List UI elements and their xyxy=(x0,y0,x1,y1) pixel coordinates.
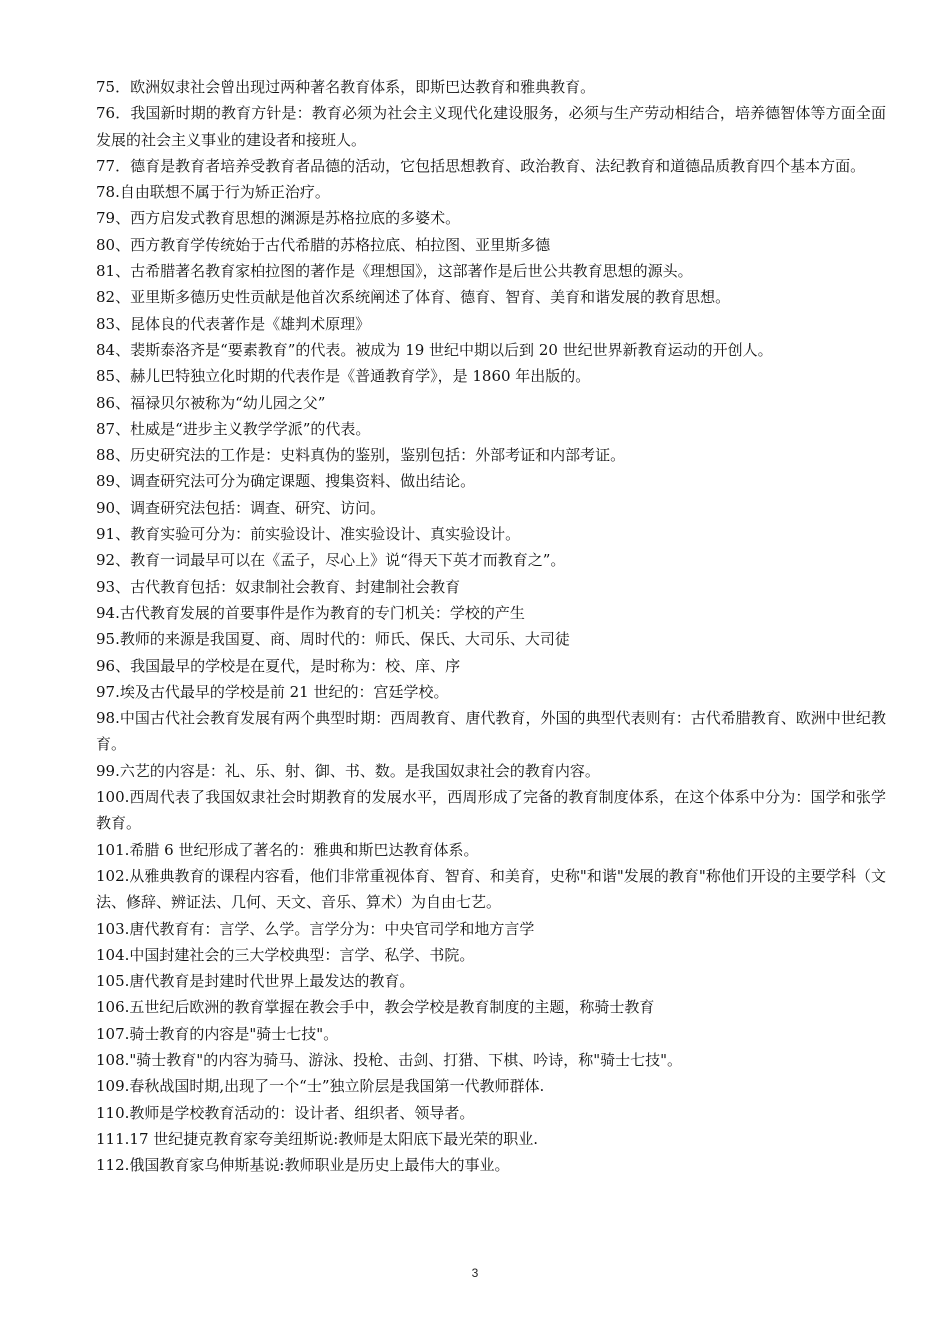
list-item: 90、调查研究法包括：调查、研究、访问。 xyxy=(96,498,386,517)
list-item: 94.古代教育发展的首要事件是作为教育的专门机关：学校的产生 xyxy=(96,603,525,622)
list-item: 86、福禄贝尔被称为“幼儿园之父” xyxy=(96,393,326,412)
list-item: 98.中国古代社会教育发展有两个典型时期：西周教育、唐代教育，外国的典型代表则有：古代希腊教育、欧洲中世纪教育。 xyxy=(96,709,886,754)
list-item: 100.西周代表了我国奴隶社会时期教育的发展水平，西周形成了完备的教育制度体系，在这个体系中分为：国学和张学教育。 xyxy=(96,788,886,833)
list-item: 92、教育一词最早可以在《孟子，尽心上》说“得天下英才而教育之”。 xyxy=(96,551,566,570)
list-item: 106.五世纪后欧洲的教育掌握在教会手中，教会学校是教育制度的主题，称骑士教育 xyxy=(96,998,655,1017)
list-item: 96、我国最早的学校是在夏代，是时称为：校、庠、序 xyxy=(96,656,461,675)
list-item: 108."骑士教育"的内容为骑马、游泳、投枪、击剑、打猎、下棋、吟诗，称"骑士七技"。 xyxy=(96,1050,682,1069)
list-item: 91、教育实验可分为：前实验设计、准实验设计、真实验设计。 xyxy=(96,525,521,544)
list-item: 99.六艺的内容是：礼、乐、射、御、书、数。是我国奴隶社会的教育内容。 xyxy=(96,761,600,780)
list-item: 89、调查研究法可分为确定课题、搜集资料、做出结论。 xyxy=(96,472,476,491)
list-item: 102.从雅典教育的课程内容看，他们非常重视体育、智育、和美育，史称"和谐"发展的教育"称他们开设的主要学科（文法、修辞、辨证法、几何、天文、音乐、算术）为自由七艺。 xyxy=(96,866,886,912)
list-item: 111.17 世纪捷克教育家夸美纽斯说:教师是太阳底下最光荣的职业. xyxy=(96,1129,539,1148)
list-item: 88、历史研究法的工作是：史料真伪的鉴别，鉴别包括：外部考证和内部考证。 xyxy=(96,446,626,465)
list-item: 103.唐代教育有：言学、么学。言学分为：中央官司学和地方言学 xyxy=(96,919,535,938)
list-item: 77．德育是教育者培养受教育者品德的活动，它包括思想教育、政治教育、法纪教育和道德品质教育四个基本方面。 xyxy=(96,156,866,175)
list-item: 76．我国新时期的教育方针是：教育必须为社会主义现代化建设服务，必须与生产劳动相结合，培养德智体等方面全面发展的社会主义事业的建设者和接班人。 xyxy=(96,104,886,149)
list-item: 85、赫儿巴特独立化时期的代表作是《普通教育学》，是 1860 年出版的。 xyxy=(96,367,591,386)
list-item: 83、昆体良的代表著作是《雄判术原理》 xyxy=(96,314,371,333)
list-item: 80、西方教育学传统始于古代希腊的苏格拉底、柏拉图、亚里斯多德 xyxy=(96,235,551,254)
list-item: 78.自由联想不属于行为矫正治疗。 xyxy=(96,183,330,202)
list-item: 109.春秋战国时期,出现了一个“士”独立阶层是我国第一代教师群体. xyxy=(96,1077,545,1096)
document-body xyxy=(96,74,886,1178)
list-item: 81、古希腊著名教育家柏拉图的著作是《理想国》，这部著作是后世公共教育思想的源头。 xyxy=(96,262,693,281)
list-item: 112.俄国教育家乌伸斯基说:教师职业是历史上最伟大的事业。 xyxy=(96,1156,510,1175)
list-item: 82、亚里斯多德历史性贡献是他首次系统阐述了体育、德育、智育、美育和谐发展的教育思想。 xyxy=(96,288,731,307)
list-item: 93、古代教育包括：奴隶制社会教育、封建制社会教育 xyxy=(96,577,461,596)
list-item: 107.骑士教育的内容是"骑士七技"。 xyxy=(96,1024,339,1043)
list-item: 104.中国封建社会的三大学校典型：言学、私学、书院。 xyxy=(96,945,475,964)
list-item: 84、裴斯泰洛齐是“要素教育”的代表。被成为 19 世纪中期以后到 20 世纪世界新教育运动的开创人。 xyxy=(96,340,773,359)
list-item: 87、杜威是“进步主义教学学派”的代表。 xyxy=(96,419,371,438)
list-item: 75．欧洲奴隶社会曾出现过两种著名教育体系，即斯巴达教育和雅典教育。 xyxy=(96,78,596,96)
list-item: 101.希腊 6 世纪形成了著名的：雅典和斯巴达教育体系。 xyxy=(96,840,479,859)
list-item: 97.埃及古代最早的学校是前 21 世纪的：宫廷学校。 xyxy=(96,682,449,701)
list-item: 110.教师是学校教育活动的：设计者、组织者、领导者。 xyxy=(96,1103,475,1122)
list-item: 105.唐代教育是封建时代世界上最发达的教育。 xyxy=(96,972,415,991)
list-item: 95.教师的来源是我国夏、商、周时代的：师氏、保氏、大司乐、大司徒 xyxy=(96,630,570,649)
list-item: 79、西方启发式教育思想的渊源是苏格拉底的多婆术。 xyxy=(96,209,461,228)
page-number: 3 xyxy=(471,1266,479,1280)
